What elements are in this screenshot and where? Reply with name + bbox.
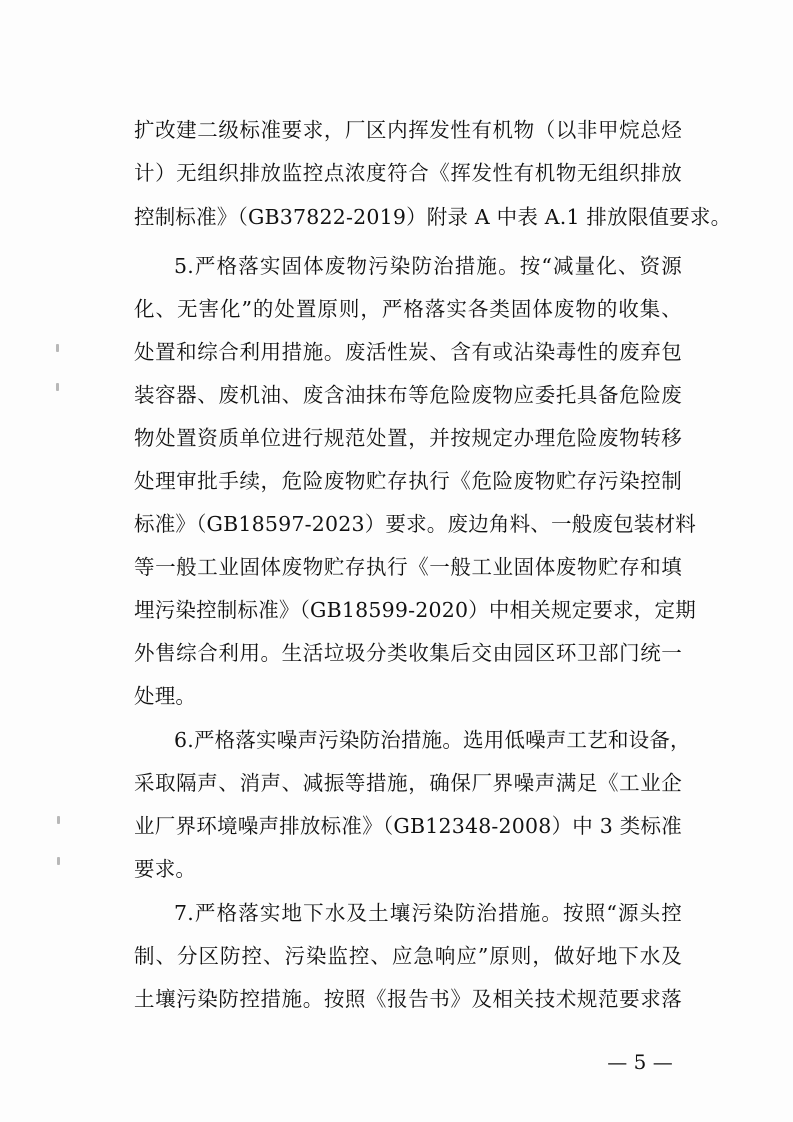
scan-speck <box>56 344 59 352</box>
text-line: 等一般工业固体废物贮存执行《一般工业固体废物贮存和填 <box>134 555 682 579</box>
text-line: 处置和综合利用措施。废活性炭、含有或沾染毒性的废弃包 <box>134 340 682 364</box>
paragraph-7-heading-line: 7.严格落实地下水及土壤污染防治措施。按照“源头控 <box>174 901 682 925</box>
paragraph-6-heading-line: 6.严格落实噪声污染防治措施。选用低噪声工艺和设备， <box>174 728 691 752</box>
text-line: 装容器、废机油、废含油抹布等危险废物应委托具备危险废 <box>134 383 682 407</box>
text-line: 制、分区防控、污染监控、应急响应”原则，做好地下水及 <box>134 944 682 968</box>
text-line: 物处置资质单位进行规范处置，并按规定办理危险废物转移 <box>134 426 682 450</box>
scan-speck <box>56 383 59 391</box>
text-line: 化、无害化”的处置原则，严格落实各类固体废物的收集、 <box>134 297 682 321</box>
text-line: 扩改建二级标准要求，厂区内挥发性有机物（以非甲烷总烃 <box>134 118 682 142</box>
text-line: 处理审批手续，危险废物贮存执行《危险废物贮存污染控制 <box>134 469 682 493</box>
page-number: — 5 — <box>607 1050 673 1074</box>
text-line: 处理。 <box>134 684 197 708</box>
text-line: 埋污染控制标准》（GB18599-2020）中相关规定要求，定期 <box>134 598 696 622</box>
text-line: 标准》（GB18597-2023）要求。废边角料、一般废包装材料 <box>134 512 696 536</box>
paragraph-5-heading-line: 5.严格落实固体废物污染防治措施。按“减量化、资源 <box>174 254 682 278</box>
scan-speck <box>57 816 60 824</box>
text-line: 业厂界环境噪声排放标准》（GB12348-2008）中 3 类标准 <box>134 814 682 838</box>
text-line: 外售综合利用。生活垃圾分类收集后交由园区环卫部门统一 <box>134 641 682 665</box>
text-line: 土壤污染防控措施。按照《报告书》及相关技术规范要求落 <box>134 987 682 1011</box>
text-line: 计）无组织排放监控点浓度符合《挥发性有机物无组织排放 <box>134 161 682 185</box>
text-line: 采取隔声、消声、减振等措施，确保厂界噪声满足《工业企 <box>134 771 682 795</box>
text-line: 控制标准》（GB37822-2019）附录 A 中表 A.1 排放限值要求。 <box>134 205 732 229</box>
scan-speck <box>57 857 60 865</box>
text-line: 要求。 <box>134 857 197 881</box>
